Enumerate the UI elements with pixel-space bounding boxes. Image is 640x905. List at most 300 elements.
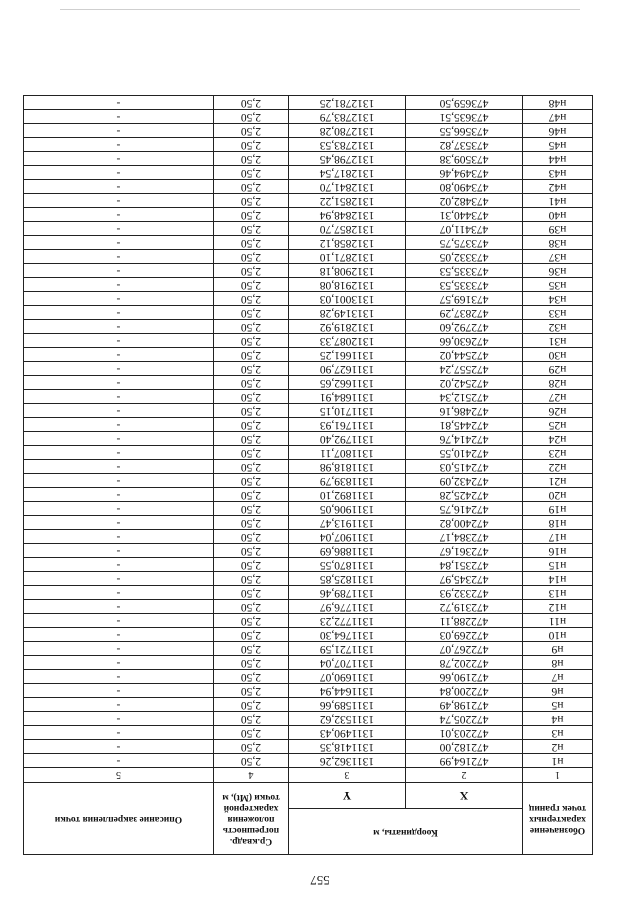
y-coordinate-cell: 1312848,94 (288, 208, 405, 222)
fixing-description-cell: - (23, 390, 213, 404)
accuracy-cell: 2,50 (213, 558, 288, 572)
point-id-cell: н28 (523, 376, 593, 390)
point-id-cell: н29 (523, 362, 593, 376)
accuracy-cell: 2,50 (213, 698, 288, 712)
y-coordinate-cell: 1312858,12 (288, 236, 405, 250)
x-coordinate-cell: 472202,78 (406, 656, 523, 670)
table-row (23, 110, 592, 124)
y-coordinate-cell: 1311807,11 (288, 446, 405, 460)
x-coordinate-cell: 472414,76 (406, 432, 523, 446)
table-row (23, 642, 592, 656)
fixing-description-cell: - (23, 264, 213, 278)
x-coordinate-cell: 473490,80 (406, 180, 523, 194)
accuracy-cell: 2,50 (213, 292, 288, 306)
fixing-description-cell: - (23, 166, 213, 180)
x-coordinate-cell: 472425,28 (406, 488, 523, 502)
table-row (23, 222, 592, 236)
y-coordinate-cell: 1312918,08 (288, 278, 405, 292)
accuracy-cell: 2,50 (213, 572, 288, 586)
column-number: 4 (213, 768, 288, 783)
y-coordinate-cell: 1311913,47 (288, 516, 405, 530)
point-id-cell: н46 (523, 124, 593, 138)
x-coordinate-cell: 473335,53 (406, 264, 523, 278)
scan-edge-line (60, 9, 580, 10)
fixing-description-cell: - (23, 96, 213, 110)
fixing-description-cell: - (23, 138, 213, 152)
y-coordinate-cell: 1311886,69 (288, 544, 405, 558)
fixing-description-cell: - (23, 530, 213, 544)
table-row (23, 670, 592, 684)
point-id-cell: н8 (523, 656, 593, 670)
y-coordinate-cell: 1311490,43 (288, 726, 405, 740)
fixing-description-cell: - (23, 250, 213, 264)
x-coordinate-cell: 472345,97 (406, 572, 523, 586)
table-row (23, 124, 592, 138)
table-row (23, 684, 592, 698)
table-row (23, 348, 592, 362)
x-coordinate-cell: 473375,75 (406, 236, 523, 250)
header-accuracy: Ср.квадр. погрешность положения характерной точки (Mt), м (213, 783, 288, 855)
table-row (23, 96, 592, 110)
header-y: Y (288, 783, 405, 809)
x-coordinate-cell: 472416,75 (406, 502, 523, 516)
x-coordinate-cell: 472486,16 (406, 404, 523, 418)
point-id-cell: н32 (523, 320, 593, 334)
fixing-description-cell: - (23, 642, 213, 656)
table-row (23, 362, 592, 376)
y-coordinate-cell: 1311644,94 (288, 684, 405, 698)
table-row (23, 586, 592, 600)
point-id-cell: н43 (523, 166, 593, 180)
point-id-cell: н47 (523, 110, 593, 124)
y-coordinate-cell: 1311761,93 (288, 418, 405, 432)
accuracy-cell: 2,50 (213, 138, 288, 152)
fixing-description-cell: - (23, 474, 213, 488)
point-id-cell: н26 (523, 404, 593, 418)
fixing-description-cell: - (23, 684, 213, 698)
header-x: X (406, 783, 523, 809)
x-coordinate-cell: 473440,31 (406, 208, 523, 222)
y-coordinate-cell: 1311627,90 (288, 362, 405, 376)
point-id-cell: н6 (523, 684, 593, 698)
x-coordinate-cell: 472384,17 (406, 530, 523, 544)
table-row (23, 516, 592, 530)
y-coordinate-cell: 1311418,35 (288, 740, 405, 754)
y-coordinate-cell: 1312851,22 (288, 194, 405, 208)
fixing-description-cell: - (23, 208, 213, 222)
x-coordinate-cell: 473482,02 (406, 194, 523, 208)
table-row (23, 572, 592, 586)
column-number: 1 (523, 768, 593, 783)
y-coordinate-cell: 1311892,10 (288, 488, 405, 502)
table-row (23, 194, 592, 208)
point-id-cell: н9 (523, 642, 593, 656)
accuracy-cell: 2,50 (213, 642, 288, 656)
point-id-cell: н39 (523, 222, 593, 236)
x-coordinate-cell: 472415,03 (406, 460, 523, 474)
accuracy-cell: 2,50 (213, 600, 288, 614)
accuracy-cell: 2,50 (213, 530, 288, 544)
y-coordinate-cell: 1312857,70 (288, 222, 405, 236)
table-row (23, 418, 592, 432)
fixing-description-cell: - (23, 572, 213, 586)
fixing-description-cell: - (23, 194, 213, 208)
x-coordinate-cell: 472544,02 (406, 348, 523, 362)
table-row (23, 320, 592, 334)
point-id-cell: н41 (523, 194, 593, 208)
fixing-description-cell: - (23, 656, 213, 670)
accuracy-cell: 2,50 (213, 376, 288, 390)
point-id-cell: н36 (523, 264, 593, 278)
accuracy-cell: 2,50 (213, 208, 288, 222)
fixing-description-cell: - (23, 740, 213, 754)
x-coordinate-cell: 472269,03 (406, 628, 523, 642)
table-row (23, 208, 592, 222)
x-coordinate-cell: 472200,84 (406, 684, 523, 698)
header-fixing-description: Описание закрепления точки (23, 783, 213, 855)
x-coordinate-cell: 472400,82 (406, 516, 523, 530)
x-coordinate-cell: 473332,05 (406, 250, 523, 264)
fixing-description-cell: - (23, 600, 213, 614)
point-id-cell: н25 (523, 418, 593, 432)
table-row (23, 236, 592, 250)
accuracy-cell: 2,50 (213, 250, 288, 264)
accuracy-cell: 2,50 (213, 754, 288, 768)
accuracy-cell: 2,50 (213, 152, 288, 166)
point-id-cell: н20 (523, 488, 593, 502)
y-coordinate-cell: 1311721,59 (288, 642, 405, 656)
fixing-description-cell: - (23, 432, 213, 446)
point-id-cell: н27 (523, 390, 593, 404)
x-coordinate-cell: 473169,57 (406, 292, 523, 306)
table-row (23, 530, 592, 544)
fixing-description-cell: - (23, 334, 213, 348)
fixing-description-cell: - (23, 222, 213, 236)
point-id-cell: н4 (523, 712, 593, 726)
x-coordinate-cell: 473335,53 (406, 278, 523, 292)
x-coordinate-cell: 473635,51 (406, 110, 523, 124)
accuracy-cell: 2,50 (213, 656, 288, 670)
accuracy-cell: 2,50 (213, 516, 288, 530)
accuracy-cell: 2,50 (213, 404, 288, 418)
fixing-description-cell: - (23, 124, 213, 138)
table-row (23, 180, 592, 194)
point-id-cell: н3 (523, 726, 593, 740)
y-coordinate-cell: 1311661,25 (288, 348, 405, 362)
fixing-description-cell: - (23, 726, 213, 740)
table-row (23, 278, 592, 292)
accuracy-cell: 2,50 (213, 446, 288, 460)
point-id-cell: н12 (523, 600, 593, 614)
x-coordinate-cell: 472319,72 (406, 600, 523, 614)
point-id-cell: н1 (523, 754, 593, 768)
y-coordinate-cell: 1312841,70 (288, 180, 405, 194)
accuracy-cell: 2,50 (213, 502, 288, 516)
accuracy-cell: 2,50 (213, 194, 288, 208)
y-coordinate-cell: 1312798,45 (288, 152, 405, 166)
accuracy-cell: 2,50 (213, 180, 288, 194)
table-row (23, 754, 592, 768)
accuracy-cell: 2,50 (213, 166, 288, 180)
point-id-cell: н11 (523, 614, 593, 628)
table-row (23, 628, 592, 642)
x-coordinate-cell: 472267,07 (406, 642, 523, 656)
point-id-cell: н31 (523, 334, 593, 348)
column-number: 2 (406, 768, 523, 783)
table-row (23, 698, 592, 712)
x-coordinate-cell: 472182,00 (406, 740, 523, 754)
accuracy-cell: 2,50 (213, 726, 288, 740)
x-coordinate-cell: 472190,66 (406, 670, 523, 684)
x-coordinate-cell: 472445,81 (406, 418, 523, 432)
point-id-cell: н19 (523, 502, 593, 516)
fixing-description-cell: - (23, 362, 213, 376)
fixing-description-cell: - (23, 180, 213, 194)
fixing-description-cell: - (23, 418, 213, 432)
point-id-cell: н24 (523, 432, 593, 446)
point-id-cell: н22 (523, 460, 593, 474)
table-row (23, 558, 592, 572)
fixing-description-cell: - (23, 558, 213, 572)
y-coordinate-cell: 1311776,97 (288, 600, 405, 614)
fixing-description-cell: - (23, 278, 213, 292)
table-row (23, 726, 592, 740)
x-coordinate-cell: 472203,01 (406, 726, 523, 740)
accuracy-cell: 2,50 (213, 670, 288, 684)
x-coordinate-cell: 472542,02 (406, 376, 523, 390)
accuracy-cell: 2,50 (213, 460, 288, 474)
y-coordinate-cell: 1312871,10 (288, 250, 405, 264)
fixing-description-cell: - (23, 754, 213, 768)
table-row (23, 292, 592, 306)
y-coordinate-cell: 1312783,79 (288, 110, 405, 124)
accuracy-cell: 2,50 (213, 278, 288, 292)
fixing-description-cell: - (23, 614, 213, 628)
accuracy-cell: 2,50 (213, 110, 288, 124)
table-row (23, 432, 592, 446)
point-id-cell: н18 (523, 516, 593, 530)
table-row (23, 502, 592, 516)
table-row (23, 460, 592, 474)
accuracy-cell: 2,50 (213, 362, 288, 376)
fixing-description-cell: - (23, 502, 213, 516)
table-row (23, 306, 592, 320)
point-id-cell: н30 (523, 348, 593, 362)
point-id-cell: н33 (523, 306, 593, 320)
y-coordinate-cell: 1312781,25 (288, 96, 405, 110)
accuracy-cell: 2,50 (213, 684, 288, 698)
fixing-description-cell: - (23, 698, 213, 712)
y-coordinate-cell: 1311818,98 (288, 460, 405, 474)
accuracy-cell: 2,50 (213, 474, 288, 488)
accuracy-cell: 2,50 (213, 544, 288, 558)
point-id-cell: н35 (523, 278, 593, 292)
table-row (23, 152, 592, 166)
fixing-description-cell: - (23, 712, 213, 726)
x-coordinate-cell: 472432,09 (406, 474, 523, 488)
y-coordinate-cell: 1311907,04 (288, 530, 405, 544)
accuracy-cell: 2,50 (213, 96, 288, 110)
table-row (23, 600, 592, 614)
accuracy-cell: 2,50 (213, 712, 288, 726)
x-coordinate-cell: 473537,82 (406, 138, 523, 152)
accuracy-cell: 2,50 (213, 222, 288, 236)
y-coordinate-cell: 1311906,05 (288, 502, 405, 516)
y-coordinate-cell: 1311589,66 (288, 698, 405, 712)
x-coordinate-cell: 472361,67 (406, 544, 523, 558)
fixing-description-cell: - (23, 110, 213, 124)
x-coordinate-cell: 472410,55 (406, 446, 523, 460)
fixing-description-cell: - (23, 376, 213, 390)
x-coordinate-cell: 472557,24 (406, 362, 523, 376)
fixing-description-cell: - (23, 236, 213, 250)
table-row (23, 740, 592, 754)
y-coordinate-cell: 1312819,92 (288, 320, 405, 334)
y-coordinate-cell: 1311707,04 (288, 656, 405, 670)
accuracy-cell: 2,50 (213, 418, 288, 432)
table-row (23, 334, 592, 348)
table-row (23, 614, 592, 628)
x-coordinate-cell: 473494,46 (406, 166, 523, 180)
accuracy-cell: 2,50 (213, 586, 288, 600)
coordinates-table (23, 95, 593, 855)
point-id-cell: н16 (523, 544, 593, 558)
point-id-cell: н2 (523, 740, 593, 754)
x-coordinate-cell: 472630,66 (406, 334, 523, 348)
fixing-description-cell: - (23, 446, 213, 460)
y-coordinate-cell: 1311764,30 (288, 628, 405, 642)
x-coordinate-cell: 473411,07 (406, 222, 523, 236)
point-id-cell: н42 (523, 180, 593, 194)
accuracy-cell: 2,50 (213, 236, 288, 250)
column-number: 5 (23, 768, 213, 783)
table-row (23, 138, 592, 152)
x-coordinate-cell: 473566,55 (406, 124, 523, 138)
x-coordinate-cell: 472792,60 (406, 320, 523, 334)
accuracy-cell: 2,50 (213, 488, 288, 502)
fixing-description-cell: - (23, 586, 213, 600)
point-id-cell: н44 (523, 152, 593, 166)
point-id-cell: н14 (523, 572, 593, 586)
table-row (23, 446, 592, 460)
x-coordinate-cell: 472837,29 (406, 306, 523, 320)
point-id-cell: н38 (523, 236, 593, 250)
table-body (23, 96, 592, 768)
fixing-description-cell: - (23, 348, 213, 362)
y-coordinate-cell: 1311772,23 (288, 614, 405, 628)
y-coordinate-cell: 1311690,07 (288, 670, 405, 684)
fixing-description-cell: - (23, 320, 213, 334)
y-coordinate-cell: 1311839,79 (288, 474, 405, 488)
header-point-designation: Обозначение характерных точек границ (523, 783, 593, 855)
table-row (23, 474, 592, 488)
accuracy-cell: 2,50 (213, 740, 288, 754)
table-row (23, 250, 592, 264)
point-id-cell: н17 (523, 530, 593, 544)
point-id-cell: н34 (523, 292, 593, 306)
x-coordinate-cell: 472332,93 (406, 586, 523, 600)
x-coordinate-cell: 472351,84 (406, 558, 523, 572)
y-coordinate-cell: 1311825,85 (288, 572, 405, 586)
table-row (23, 544, 592, 558)
y-coordinate-cell: 1311662,65 (288, 376, 405, 390)
point-id-cell: н23 (523, 446, 593, 460)
accuracy-cell: 2,50 (213, 348, 288, 362)
table-row (23, 712, 592, 726)
y-coordinate-cell: 1311684,91 (288, 390, 405, 404)
y-coordinate-cell: 1313149,28 (288, 306, 405, 320)
point-id-cell: н5 (523, 698, 593, 712)
x-coordinate-cell: 472288,11 (406, 614, 523, 628)
y-coordinate-cell: 1311362,26 (288, 754, 405, 768)
accuracy-cell: 2,50 (213, 628, 288, 642)
table-row (23, 488, 592, 502)
y-coordinate-cell: 1311789,46 (288, 586, 405, 600)
fixing-description-cell: - (23, 544, 213, 558)
point-id-cell: н15 (523, 558, 593, 572)
point-id-cell: н37 (523, 250, 593, 264)
point-id-cell: н10 (523, 628, 593, 642)
page-number: 557 (310, 873, 330, 888)
column-number: 3 (288, 768, 405, 783)
fixing-description-cell: - (23, 404, 213, 418)
point-id-cell: н21 (523, 474, 593, 488)
y-coordinate-cell: 1312817,54 (288, 166, 405, 180)
point-id-cell: н7 (523, 670, 593, 684)
x-coordinate-cell: 472205,74 (406, 712, 523, 726)
accuracy-cell: 2,50 (213, 320, 288, 334)
accuracy-cell: 2,50 (213, 390, 288, 404)
accuracy-cell: 2,50 (213, 306, 288, 320)
accuracy-cell: 2,50 (213, 334, 288, 348)
y-coordinate-cell: 1312087,33 (288, 334, 405, 348)
fixing-description-cell: - (23, 292, 213, 306)
fixing-description-cell: - (23, 488, 213, 502)
y-coordinate-cell: 1312780,28 (288, 124, 405, 138)
accuracy-cell: 2,50 (213, 124, 288, 138)
accuracy-cell: 2,50 (213, 264, 288, 278)
fixing-description-cell: - (23, 306, 213, 320)
point-id-cell: н13 (523, 586, 593, 600)
accuracy-cell: 2,50 (213, 614, 288, 628)
x-coordinate-cell: 472512,34 (406, 390, 523, 404)
fixing-description-cell: - (23, 152, 213, 166)
point-id-cell: н40 (523, 208, 593, 222)
y-coordinate-cell: 1311792,40 (288, 432, 405, 446)
point-id-cell: н48 (523, 96, 593, 110)
x-coordinate-cell: 473509,38 (406, 152, 523, 166)
x-coordinate-cell: 472164,99 (406, 754, 523, 768)
x-coordinate-cell: 473659,50 (406, 96, 523, 110)
fixing-description-cell: - (23, 628, 213, 642)
accuracy-cell: 2,50 (213, 432, 288, 446)
y-coordinate-cell: 1311710,15 (288, 404, 405, 418)
y-coordinate-cell: 1312908,18 (288, 264, 405, 278)
y-coordinate-cell: 1311870,55 (288, 558, 405, 572)
y-coordinate-cell: 1311532,62 (288, 712, 405, 726)
header-coordinates: Координаты, м (288, 809, 522, 855)
table-row (23, 656, 592, 670)
table-row (23, 166, 592, 180)
table-row (23, 376, 592, 390)
table-row (23, 404, 592, 418)
table-row (23, 264, 592, 278)
x-coordinate-cell: 472198,49 (406, 698, 523, 712)
fixing-description-cell: - (23, 516, 213, 530)
table-row (23, 390, 592, 404)
y-coordinate-cell: 1313001,03 (288, 292, 405, 306)
point-id-cell: н45 (523, 138, 593, 152)
